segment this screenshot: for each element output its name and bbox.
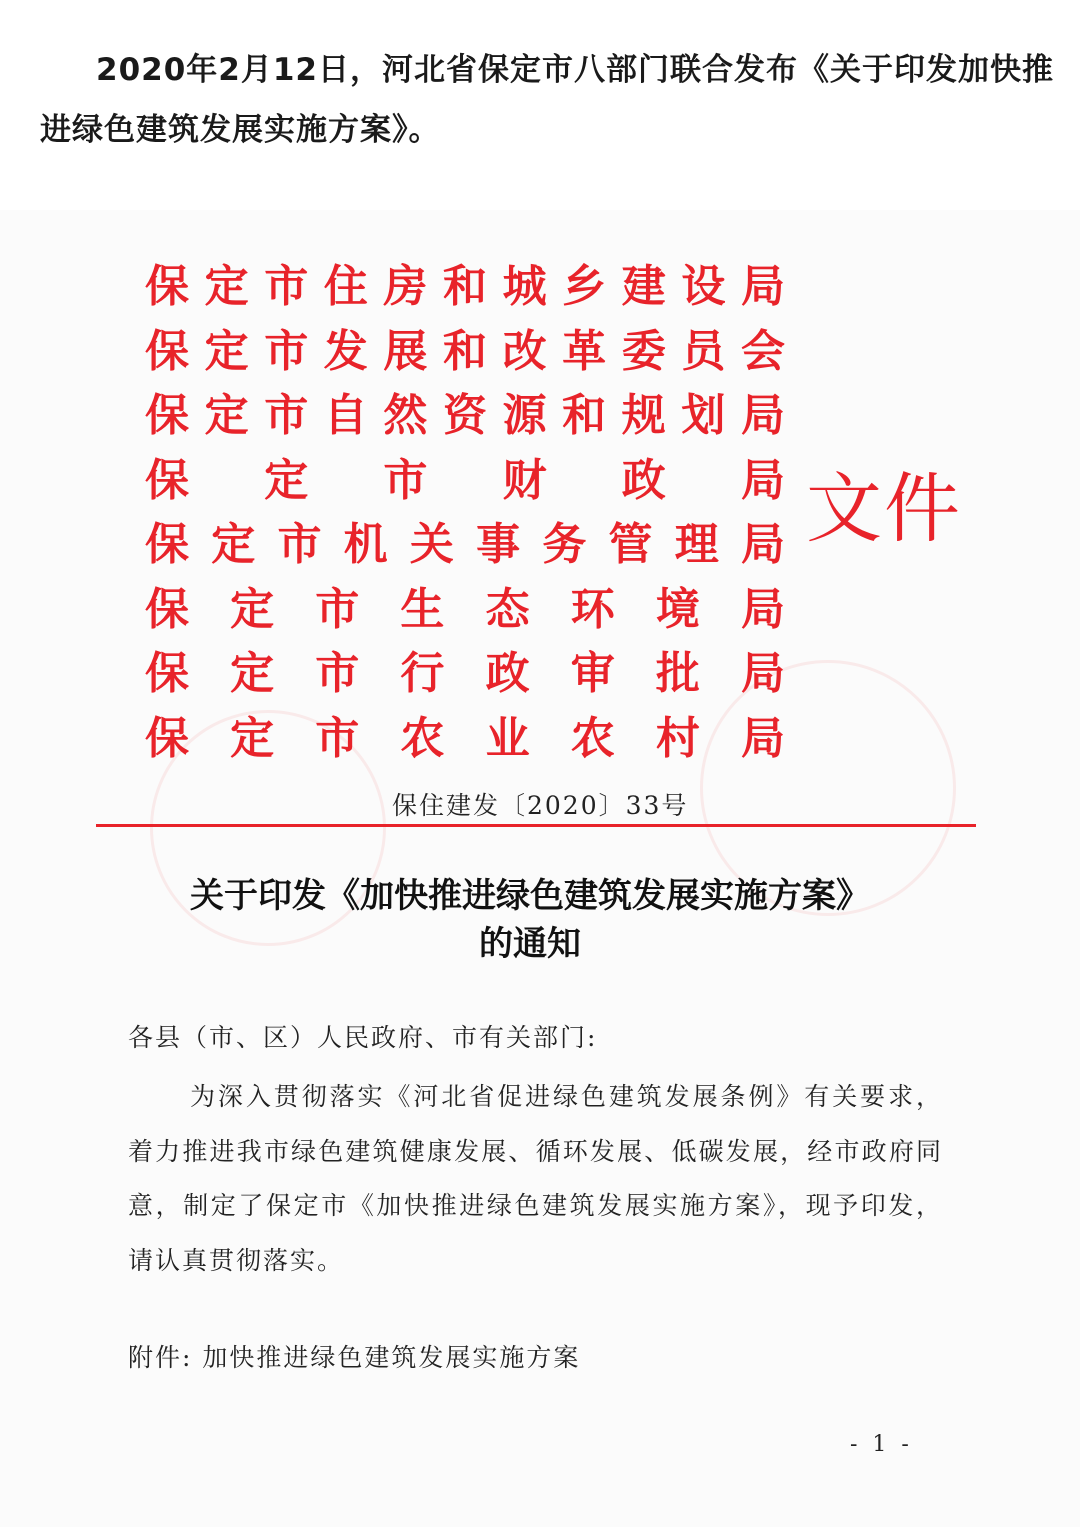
issuer-row: [145, 315, 785, 380]
issuer-char: 保: [145, 648, 189, 700]
page-number: - 1 -: [850, 1432, 913, 1457]
issuer-row: [145, 508, 785, 573]
issuer-char: 保: [145, 712, 189, 764]
issuer-char: 局: [740, 648, 785, 700]
issuer-char: 和: [442, 325, 487, 377]
issuer-char: 展: [383, 325, 428, 377]
notice-title-line2: 的通知: [479, 924, 581, 964]
issuer-char: 局: [740, 519, 785, 571]
issuer-char: 保: [145, 261, 189, 313]
issuer-char: 局: [740, 390, 785, 442]
scanned-document: [0, 210, 1080, 1527]
issuer-char: 行: [400, 648, 445, 700]
intro-paragraph: [40, 40, 1060, 160]
issuer-char: 市: [315, 712, 360, 764]
issuer-char: 环: [570, 583, 615, 635]
issuer-char: 局: [740, 583, 785, 635]
issuer-row: [145, 702, 785, 767]
issuer-char: 市: [277, 519, 322, 571]
issuer-char: 政: [485, 648, 530, 700]
issuer-char: 市: [264, 261, 309, 313]
issuing-departments: [145, 250, 785, 766]
issuer-char: 局: [740, 454, 785, 506]
issuer-char: 源: [502, 390, 547, 442]
issuer-row: [145, 637, 785, 702]
issuer-char: 政: [621, 454, 666, 506]
issuer-char: 保: [145, 390, 189, 442]
issuer-char: 保: [145, 325, 189, 377]
issuer-row: [145, 379, 785, 444]
issuer-char: 村: [655, 712, 700, 764]
issuer-row: [145, 573, 785, 638]
issuer-char: 市: [264, 390, 309, 442]
issuer-char: 革: [562, 325, 607, 377]
issuer-char: 市: [383, 454, 428, 506]
issuer-char: 农: [570, 712, 615, 764]
issuer-char: 房: [383, 261, 428, 313]
issuer-char: 规: [621, 390, 666, 442]
document-number: 保住建发〔2020〕33号: [392, 791, 689, 820]
issuer-char: 资: [442, 390, 487, 442]
issuer-char: 然: [383, 390, 428, 442]
issuer-char: 定: [264, 454, 309, 506]
document-label: 文件: [806, 464, 962, 553]
issuer-char: 会: [740, 325, 785, 377]
issuer-char: 定: [204, 390, 249, 442]
issuer-char: 定: [204, 261, 249, 313]
issuer-char: 定: [230, 648, 275, 700]
issuer-char: 保: [145, 519, 189, 571]
body-paragraph: 为深入贯彻落实《河北省促进绿色建筑发展条例》有关要求，着力推进我市绿色建筑健康发展、循环发展、低碳发展，经市政府同意，制定了保定市《加快推进绿色建筑发展实施方案》，现予印发，请认真贯彻落实。: [128, 1082, 943, 1275]
issuer-char: 委: [621, 325, 666, 377]
issuer-row: [145, 250, 785, 315]
issuer-char: 局: [740, 261, 785, 313]
issuer-char: 员: [681, 325, 726, 377]
issuer-char: 乡: [562, 261, 607, 313]
issuer-char: 业: [485, 712, 530, 764]
issuer-char: 市: [315, 583, 360, 635]
issuer-char: 审: [570, 648, 615, 700]
issuer-char: 改: [502, 325, 547, 377]
issuer-char: 理: [674, 519, 719, 571]
issuer-char: 自: [323, 390, 368, 442]
issuer-char: 态: [485, 583, 530, 635]
issuer-char: 定: [230, 583, 275, 635]
issuer-char: 定: [204, 325, 249, 377]
issuer-char: 财: [502, 454, 547, 506]
issuer-char: 局: [740, 712, 785, 764]
issuer-char: 和: [562, 390, 607, 442]
issuer-char: 建: [621, 261, 666, 313]
issuer-char: 事: [476, 519, 521, 571]
issuer-row: [145, 444, 785, 509]
issuer-char: 设: [681, 261, 726, 313]
red-divider: [96, 824, 976, 827]
issuer-char: 务: [542, 519, 587, 571]
attachment-line: 附件: 加快推进绿色建筑发展实施方案: [128, 1343, 581, 1372]
issuer-char: 市: [315, 648, 360, 700]
issuer-char: 划: [681, 390, 726, 442]
issuer-char: 城: [502, 261, 547, 313]
notice-title-line1: 关于印发《加快推进绿色建筑发展实施方案》: [190, 876, 870, 916]
issuer-char: 机: [343, 519, 388, 571]
issuer-char: 住: [323, 261, 368, 313]
issuer-char: 生: [400, 583, 445, 635]
issuer-char: 定: [211, 519, 256, 571]
salutation: 各县（市、区）人民政府、市有关部门:: [128, 1023, 598, 1052]
issuer-char: 市: [264, 325, 309, 377]
issuer-char: 保: [145, 454, 189, 506]
issuer-char: 保: [145, 583, 189, 635]
issuer-char: 农: [400, 712, 445, 764]
issuer-char: 关: [409, 519, 454, 571]
issuer-char: 批: [655, 648, 700, 700]
issuer-char: 境: [655, 583, 700, 635]
issuer-char: 定: [230, 712, 275, 764]
intro-text: 2020年2月12日，河北省保定市八部门联合发布《关于印发加快推进绿色建筑发展实施方案》。: [40, 52, 1054, 148]
issuer-char: 和: [442, 261, 487, 313]
issuer-char: 发: [323, 325, 368, 377]
notice-title: [90, 872, 970, 968]
issuer-char: 管: [608, 519, 653, 571]
